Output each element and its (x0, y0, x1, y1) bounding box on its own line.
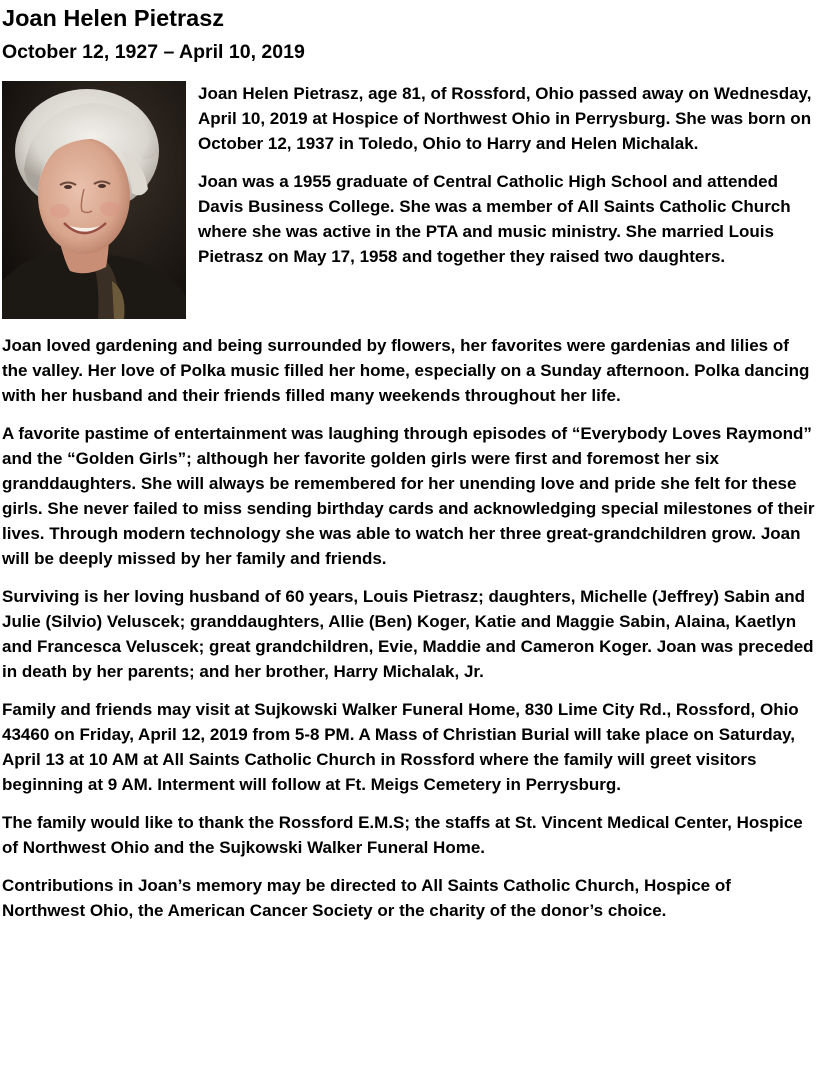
paragraph-hobbies: Joan loved gardening and being surrounded by flowers, her favorites were gardenias and lilies of the valley. Her love of Polka music filled her home, especially on a Sunday afternoon. Polka dancing with her husband and their friends filled many weekends throughout her life. (2, 336, 810, 405)
paragraph-pastimes: A favorite pastime of entertainment was laughing through episodes of “Everybody Loves Raymond” and the “Golden Girls”; although her favorite golden girls were first and foremost her six granddaughters. She will always be remembered for her unending love and pride she felt for these girls. She never failed to miss sending birthday cards and acknowledging special milestones of their lives. Through modern technology she was able to watch her three great-grandchildren grow. Joan will be deeply missed by her family and friends. (2, 424, 815, 568)
portrait-photo (2, 81, 186, 319)
page-title: Joan Helen Pietrasz (2, 5, 225, 31)
intro-section (2, 81, 818, 324)
portrait-image (2, 81, 186, 319)
paragraph-contributions: Contributions in Joan’s memory may be directed to All Saints Catholic Church, Hospice of Northwest Ohio, the American Cancer Society or the charity of the donor’s choice. (2, 876, 731, 920)
paragraph-intro-1: Joan Helen Pietrasz, age 81, of Rossford, Ohio passed away on Wednesday, April 10, 2019 at Hospice of Northwest Ohio in Perrysburg. She was born on October 12, 1937 in Toledo, Ohio to Harry and Helen Michalak. (198, 84, 812, 153)
life-dates: October 12, 1927 – April 10, 2019 (2, 41, 305, 63)
intro-text (198, 81, 820, 269)
paragraph-thanks: The family would like to thank the Rossford E.M.S; the staffs at St. Vincent Medical Center, Hospice of Northwest Ohio and the Sujkowski Walker Funeral Home. (2, 813, 803, 857)
paragraph-services: Family and friends may visit at Sujkowski Walker Funeral Home, 830 Lime City Rd., Rossford, Ohio 43460 on Friday, April 12, 2019 from 5-8 PM. A Mass of Christian Burial will take place on Saturday, April 13 at 10 AM at All Saints Catholic Church in Rossford where the family will greet visitors beginning at 9 AM. Interment will follow at Ft. Meigs Cemetery in Perrysburg. (2, 700, 799, 794)
obituary-body (2, 333, 818, 923)
paragraph-intro-2: Joan was a 1955 graduate of Central Catholic High School and attended Davis Business College. She was a member of All Saints Catholic Church where she was active in the PTA and music ministry. She married Louis Pietrasz on May 17, 1958 and together they raised two daughters. (198, 172, 791, 266)
obituary-page (2, 4, 818, 923)
paragraph-survivors: Surviving is her loving husband of 60 years, Louis Pietrasz; daughters, Michelle (Jeffrey) Sabin and Julie (Silvio) Veluscek; granddaughters, Allie (Ben) Koger, Katie and Maggie Sabin, Alaina, Kaetlyn and Francesca Veluscek; great grandchildren, Evie, Maddie and Cameron Koger. Joan was preceded in death by her parents; and her brother, Harry Michalak, Jr. (2, 587, 814, 681)
